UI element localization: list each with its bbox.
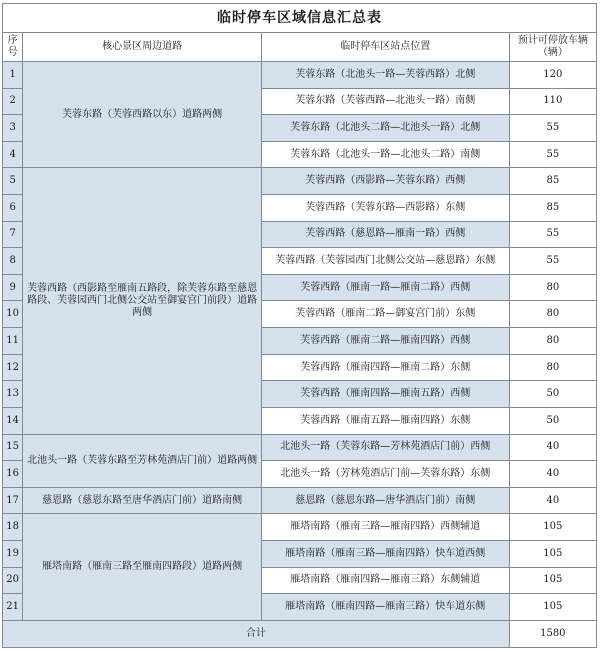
row-number: 8 (3, 248, 23, 275)
station-location: 慈恩路（慈恩东路—唐华酒店门前）南侧 (261, 487, 509, 514)
row-number: 17 (3, 487, 23, 514)
vehicle-count: 105 (509, 540, 596, 567)
row-number: 3 (3, 115, 23, 142)
vehicle-count: 80 (509, 301, 596, 328)
station-location: 芙蓉西路（雁南四路—雁南五路）西侧 (261, 381, 509, 408)
row-number: 7 (3, 221, 23, 248)
vehicle-count: 120 (509, 62, 596, 89)
station-location: 芙蓉西路（雁南一路—雁南二路）西侧 (261, 274, 509, 301)
station-location: 雁塔南路（雁南四路—雁南三路）东侧辅道 (261, 567, 509, 594)
vehicle-count: 105 (509, 514, 596, 541)
station-location: 芙蓉西路（雁南四路—雁南二路）东侧 (261, 354, 509, 381)
total-value: 1580 (509, 621, 596, 648)
header-count: 预计可停放车辆（辆） (509, 33, 596, 62)
header-location: 临时停车区站点位置 (261, 33, 509, 62)
vehicle-count: 105 (509, 567, 596, 594)
row-number: 19 (3, 540, 23, 567)
row-number: 13 (3, 381, 23, 408)
table-row (3, 168, 597, 195)
vehicle-count: 80 (509, 354, 596, 381)
vehicle-count: 80 (509, 328, 596, 355)
station-location: 雁塔南路（雁南三路—雁南四路）快车道西侧 (261, 540, 509, 567)
header-no: 序号 (3, 33, 23, 62)
total-label: 合计 (3, 621, 510, 648)
row-number: 18 (3, 514, 23, 541)
row-number: 1 (3, 62, 23, 89)
area-road: 北池头一路（芙蓉东路至芳林苑酒店门前）道路两侧 (23, 434, 262, 487)
vehicle-count: 55 (509, 115, 596, 142)
table-title: 临时停车区域信息汇总表 (3, 4, 597, 33)
area-road: 慈恩路（慈恩东路至唐华酒店门前）道路南侧 (23, 487, 262, 514)
row-number: 20 (3, 567, 23, 594)
table-row (3, 434, 597, 461)
row-number: 10 (3, 301, 23, 328)
vehicle-count: 85 (509, 195, 596, 222)
vehicle-count: 50 (509, 407, 596, 434)
station-location: 芙蓉西路（西影路—芙蓉东路）西侧 (261, 168, 509, 195)
row-number: 14 (3, 407, 23, 434)
area-road: 雁塔南路（雁南三路至雁南四路段）道路两侧 (23, 514, 262, 621)
table-body (3, 62, 597, 621)
vehicle-count: 85 (509, 168, 596, 195)
station-location: 芙蓉西路（雁南二路—雁南四路）西侧 (261, 328, 509, 355)
station-location: 芙蓉西路（慈恩路—雁南一路）西侧 (261, 221, 509, 248)
station-location: 雁塔南路（雁南三路—雁南四路）西侧辅道 (261, 514, 509, 541)
table-row (3, 487, 597, 514)
row-number: 11 (3, 328, 23, 355)
vehicle-count: 40 (509, 461, 596, 488)
station-location: 芙蓉西路（雁南五路—雁南四路）东侧 (261, 407, 509, 434)
station-location: 芙蓉东路（北池头二路—北池头一路）北侧 (261, 115, 509, 142)
vehicle-count: 40 (509, 487, 596, 514)
table-row (3, 62, 597, 89)
row-number: 4 (3, 141, 23, 168)
row-number: 5 (3, 168, 23, 195)
station-location: 芙蓉西路（芙蓉东路—西影路）东侧 (261, 195, 509, 222)
vehicle-count: 80 (509, 274, 596, 301)
station-location: 芙蓉东路（北池头一路—芙蓉西路）北侧 (261, 62, 509, 89)
station-location: 雁塔南路（雁南四路—雁南三路）快车道东侧 (261, 594, 509, 621)
station-location: 北池头一路（芳林苑酒店门前—芙蓉东路）东侧 (261, 461, 509, 488)
table-row (3, 514, 597, 541)
station-location: 北池头一路（芙蓉东路—芳林苑酒店门前）西侧 (261, 434, 509, 461)
row-number: 2 (3, 88, 23, 115)
header-area: 核心景区周边道路 (23, 33, 262, 62)
area-road: 芙蓉西路（西影路至雁南五路段，除芙蓉东路至慈恩路段、芙蓉园西门北侧公交站至御宴宫门前段）道路两侧 (23, 168, 262, 434)
total-row (3, 621, 597, 648)
row-number: 9 (3, 274, 23, 301)
vehicle-count: 55 (509, 248, 596, 275)
area-road: 芙蓉东路（芙蓉西路以东）道路两侧 (23, 62, 262, 168)
row-number: 15 (3, 434, 23, 461)
row-number: 21 (3, 594, 23, 621)
vehicle-count: 40 (509, 434, 596, 461)
vehicle-count: 105 (509, 594, 596, 621)
station-location: 芙蓉西路（雁南二路—御宴宫门前）东侧 (261, 301, 509, 328)
vehicle-count: 110 (509, 88, 596, 115)
parking-info-table (2, 3, 597, 648)
vehicle-count: 55 (509, 141, 596, 168)
station-location: 芙蓉西路（芙蓉园西门北侧公交站—慈恩路）东侧 (261, 248, 509, 275)
vehicle-count: 55 (509, 221, 596, 248)
row-number: 6 (3, 195, 23, 222)
vehicle-count: 50 (509, 381, 596, 408)
station-location: 芙蓉东路（芙蓉西路—北池头一路）南侧 (261, 88, 509, 115)
row-number: 16 (3, 461, 23, 488)
station-location: 芙蓉东路（北池头一路—北池头二路）南侧 (261, 141, 509, 168)
row-number: 12 (3, 354, 23, 381)
